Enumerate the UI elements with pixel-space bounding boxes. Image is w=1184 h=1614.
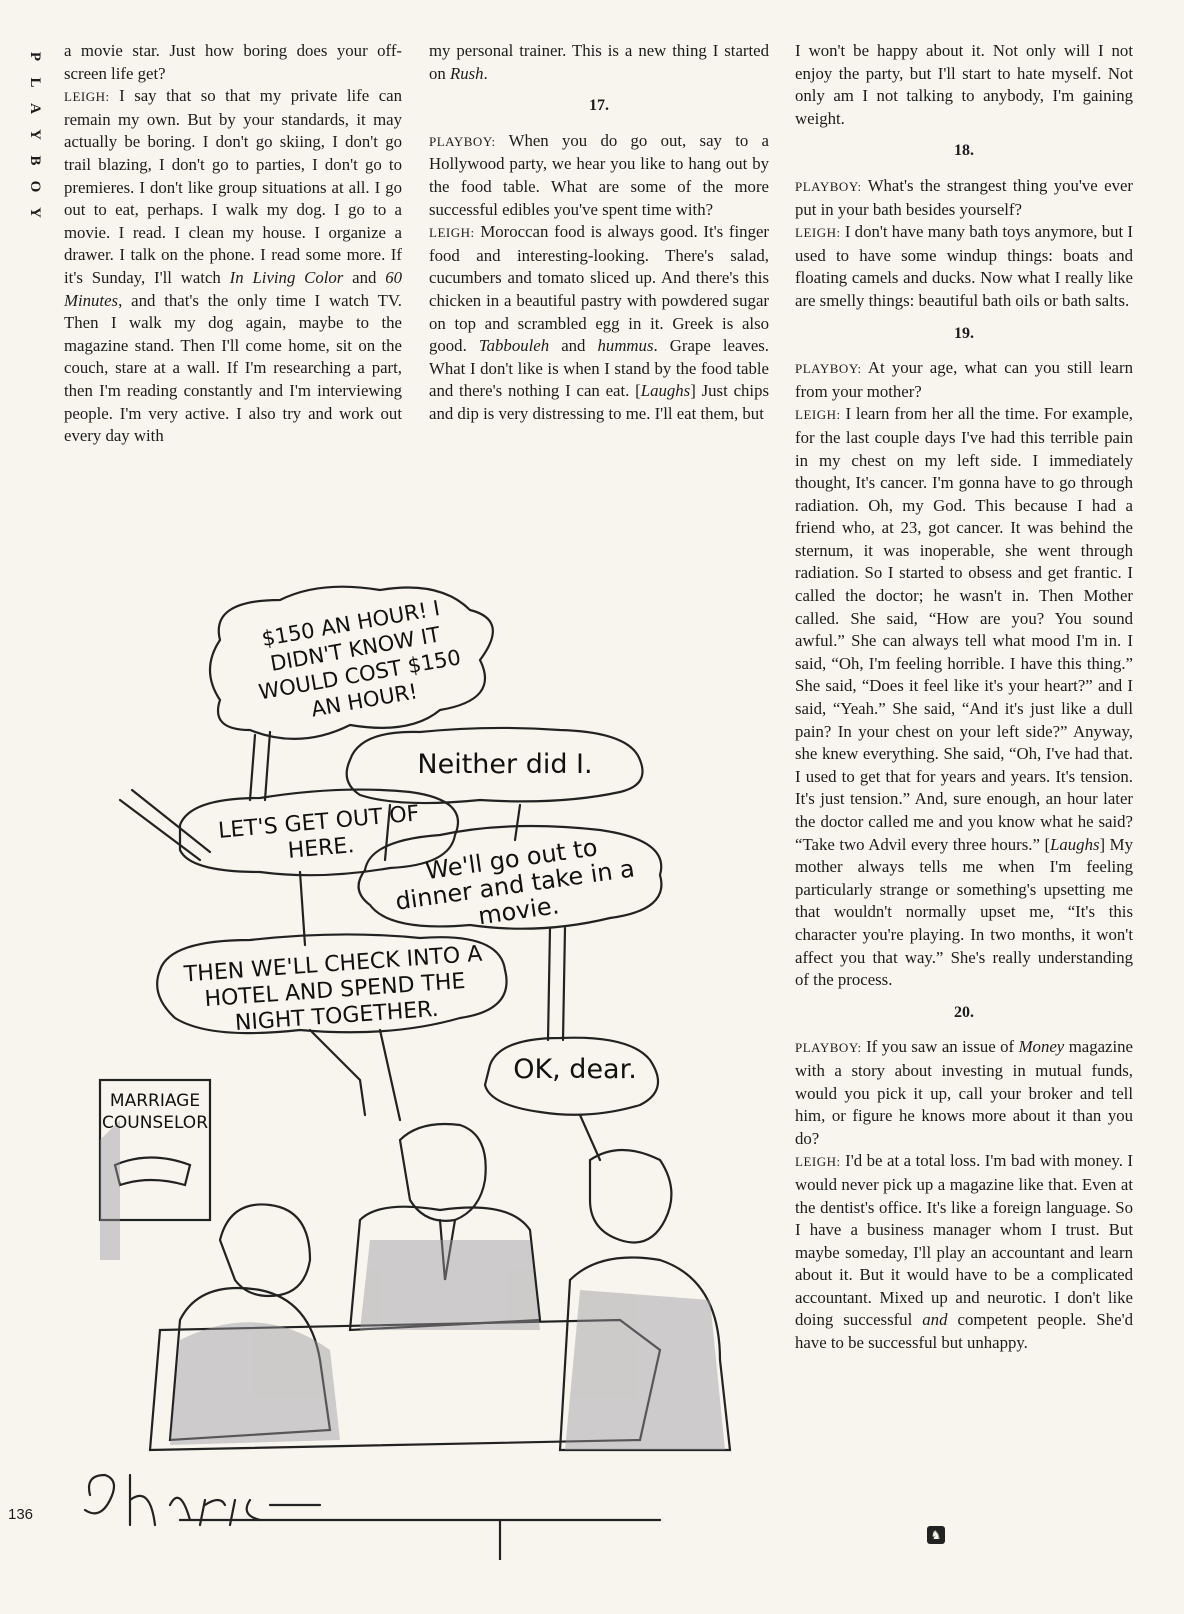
text: magazine with a story about investing in mutual funds, would you pick it up, call your broker and tell him, or figure he knows more about it than you do?	[795, 1037, 1133, 1148]
text: I learn from her all the time. For example, for the last couple days I've had this terrible pain in my chest on my left side. I immediately thought, It's cancer. I'm gonna have to go through radiation. Oh, my God. This because I had a friend who, at 23, got cancer. It was behind the sternum, it was inoperable, she went through radiation. So I started to obsess and get frantic. I called the doctor; he wasn't in. Then Mother called. She said, “How are you? You sound awful.” She can always tell what mood I'm in. I said, “Oh, I'm feeling horrible. I have this thing.” She said, “Does it feel like it's your heart?” and I said, “Yeah.” She said, “And it's just like a dull pain? In your chest on your left side?” Anyway, she knew everything. She said, “Oh, I've had that. I used to get that for years and years. It's tension. It's just tension.” And, sure enough, an hour later the doctor called me and you know what he said? “Take two Advil every three hours.” [	[795, 404, 1133, 854]
text: competent people. She'd have to be successful but unhappy.	[795, 1310, 1133, 1353]
paragraph	[429, 130, 769, 221]
page-number: 136	[8, 1506, 34, 1523]
italic-text: In Living Color	[229, 267, 344, 287]
text: What's the strangest thing you've ever put in your bath besides yourself?	[795, 175, 1133, 219]
text: and	[343, 267, 386, 287]
running-head-letter: O	[27, 180, 43, 194]
column-2	[429, 40, 769, 426]
speaker-label: PLAYBOY:	[795, 1040, 862, 1056]
text: Moroccan food is always good. It's finger food and interesting-looking. There's salad, cucumbers and tomato sliced up. And there's this chicken in a beautiful pastry with powdered sugar on top and scrambled egg in it. Greek is also good.	[429, 222, 769, 356]
bubble-dinner-movie: We'll go out to dinner and take in a movie.	[393, 833, 637, 931]
text: If you saw an issue of	[861, 1037, 1019, 1057]
running-head-letter: Y	[27, 129, 43, 141]
paragraph	[795, 1150, 1133, 1354]
question-number: 17.	[589, 97, 609, 115]
text: a movie star. Just how boring does your off-screen life get?	[64, 41, 402, 83]
bubble-check-into-hotel: THEN WE'LL CHECK INTO A HOTEL AND SPEND THE NIGHT TOGETHER.	[183, 941, 484, 1037]
italic-text: Rush	[449, 63, 484, 83]
italic-text: Laughs	[1050, 834, 1100, 854]
column-1	[64, 40, 402, 448]
paragraph	[795, 40, 1133, 130]
running-head-letter: A	[27, 103, 43, 115]
italic-text: Tabbouleh	[478, 336, 550, 356]
text: I say that so that my private life can remain my own. But by your standards, it may actually be boring. I don't go skiing, I don't go trail blazing, I don't go to parties, I don't go to premieres. I don't like group situations at all. I go out to eat, perhaps. I walk my dog. I go to a movie. I read. I clean my house. I organize a drawer. I talk on the phone. I read some more. If it's Sunday, I'll watch	[64, 86, 402, 287]
paragraph	[795, 175, 1133, 221]
bubble-neither-did-i: Neither did I.	[417, 749, 593, 780]
paragraph	[795, 1036, 1133, 1150]
running-head-letter: L	[27, 77, 43, 89]
text: At your age, what can you still learn from your mother?	[795, 358, 1133, 401]
running-head-letter: P	[27, 51, 43, 63]
speaker-label: LEIGH:	[795, 407, 841, 423]
paragraph	[429, 221, 769, 425]
text: , and that's the only time I watch TV. Then I walk my dog again, maybe to the magazine stand. Then I'll come home, sit on the couch, stare at a wall. If I'm researching a part, then I'm reading constantly and I'm interviewing people. I'm very active. I also try and work out every day with	[64, 290, 402, 446]
italic-text: hummus	[597, 336, 654, 356]
text: When you do go out, say to a Hollywood party, we hear you like to hang out by the food table. What are some of the more successful edibles you've spent time with?	[429, 130, 769, 219]
paragraph	[64, 40, 402, 85]
bubble-ok-dear: OK, dear.	[513, 1054, 637, 1085]
text: and	[549, 336, 598, 356]
italic-text: and	[922, 1310, 948, 1330]
speaker-label: LEIGH:	[429, 225, 475, 241]
question-number: 18.	[954, 142, 974, 160]
bubble-lets-get-out: LET'S GET OUT OF HERE.	[217, 801, 421, 864]
text: my personal trainer. This is a new thing I started on	[429, 41, 769, 83]
cartoon-illustration	[60, 560, 780, 1560]
text: I don't have many bath toys anymore, but I used to have some windup things: boats and floating camels and ducks. Now what I really like are smelly things: beautiful bath oils or bath salts.	[795, 222, 1133, 310]
running-head-letter: Y	[27, 207, 43, 219]
running-head	[22, 44, 43, 226]
speaker-label: LEIGH:	[795, 225, 841, 241]
italic-text: 60 Minutes	[64, 267, 402, 310]
speaker-label: LEIGH:	[795, 1154, 841, 1170]
paragraph	[64, 85, 402, 448]
paragraph	[795, 357, 1133, 403]
running-head-letter: B	[27, 155, 43, 167]
text: ] Just chips and dip is very distressing to me. I'll eat them, but	[429, 381, 769, 423]
question-number: 20.	[954, 1003, 974, 1021]
speaker-label: PLAYBOY:	[795, 361, 862, 377]
text: I won't be happy about it. Not only will I not enjoy the party, but I'll start to hate myself. Not only am I not talking to anybody, I'm gaining weight.	[795, 41, 1133, 128]
speaker-label: PLAYBOY:	[429, 133, 496, 149]
question-number: 19.	[954, 324, 974, 342]
bubble-150-an-hour: $150 AN HOUR! I DIDN'T KNOW IT WOULD COST $150 AN HOUR!	[256, 596, 463, 722]
paragraph	[795, 221, 1133, 312]
column-3	[795, 40, 1133, 1355]
text: .	[483, 63, 488, 83]
italic-text: Money	[1018, 1037, 1065, 1057]
cartoon-drawing	[60, 560, 780, 1560]
paragraph	[795, 403, 1133, 991]
text: I'd be at a total loss. I'm bad with money. I would never pick up a magazine like that. Even at the dentist's office. It's like a foreign language. So I have a business manager whom I trust. But maybe someday, I'll play an accountant and learn about it. But it would have to be a complicated accountant. Mixed up and neurotic. I don't like doing successful	[795, 1151, 1133, 1330]
text: ] My mother always tells me when I'm feeling particularly strange or something's upsetting me that wouldn't normally upset me, “It's this character you're playing. In two months, it won't affect you that way.” She's really understanding of the process.	[795, 834, 1133, 990]
italic-text: Laughs	[640, 381, 691, 401]
speaker-label: LEIGH:	[64, 89, 110, 105]
paragraph	[429, 40, 769, 85]
text: . Grape leaves. What I don't like is when I stand by the food table and there's nothing I can eat. [	[429, 336, 769, 401]
marriage-counselor-sign: MARRIAGE COUNSELOR	[102, 1091, 209, 1133]
playboy-bunny-end-mark-icon: ♞	[927, 1526, 945, 1544]
speaker-label: PLAYBOY:	[795, 178, 862, 194]
